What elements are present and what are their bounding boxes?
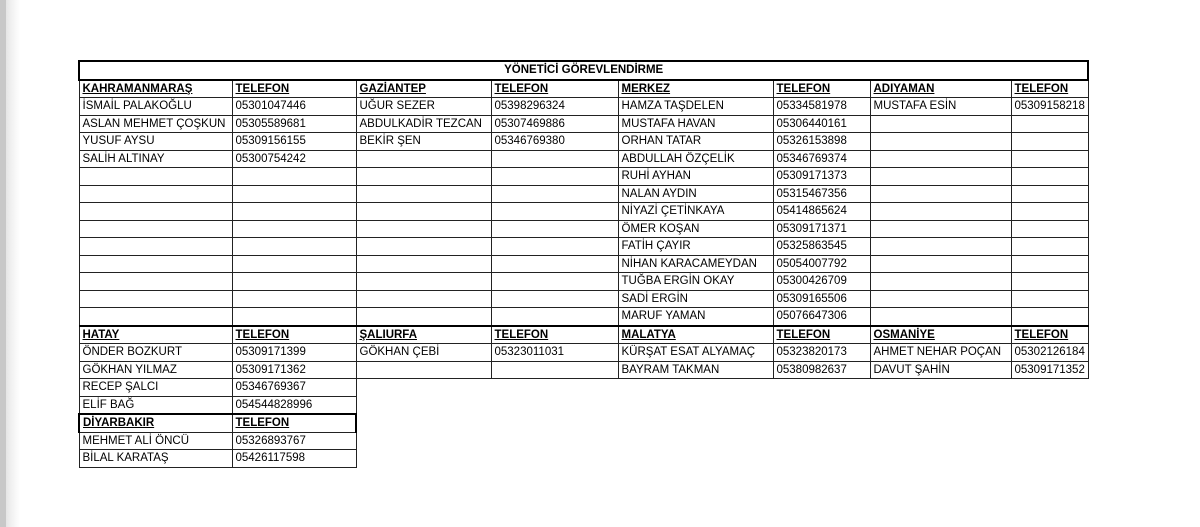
empty-cell	[356, 150, 491, 168]
phone-number: 054544828996	[232, 396, 356, 414]
empty-cell	[618, 396, 773, 414]
person-name: ÖNDER BOZKURT	[79, 344, 232, 362]
empty-cell	[1011, 432, 1088, 450]
region-header: OSMANİYE	[870, 326, 1011, 344]
region-header: KAHRAMANMARAŞ	[79, 80, 232, 98]
table-row	[79, 432, 1088, 450]
person-name: UĞUR SEZER	[356, 98, 491, 116]
person-name: İSMAİL PALAKOĞLU	[79, 98, 232, 116]
empty-cell	[618, 414, 773, 432]
phone-number: 05346769374	[773, 150, 870, 168]
person-name: HAMZA TAŞDELEN	[618, 98, 773, 116]
person-name: GÖKHAN YILMAZ	[79, 361, 232, 379]
empty-cell	[870, 238, 1011, 256]
empty-cell	[870, 432, 1011, 450]
person-name: NİHAN KARACAMEYDAN	[618, 255, 773, 273]
person-name: MEHMET ALİ ÖNCÜ	[79, 432, 232, 450]
empty-cell	[870, 220, 1011, 238]
person-name: BAYRAM TAKMAN	[618, 361, 773, 379]
empty-cell	[491, 450, 618, 468]
empty-cell	[79, 185, 232, 203]
empty-cell	[356, 308, 491, 326]
person-name: YUSUF AYSU	[79, 133, 232, 151]
person-name: SADİ ERGİN	[618, 290, 773, 308]
empty-cell	[356, 361, 491, 379]
table-row	[79, 203, 1088, 221]
empty-cell	[1011, 414, 1088, 432]
phone-header: TELEFON	[491, 326, 618, 344]
empty-cell	[232, 203, 356, 221]
region-header: ADIYAMAN	[870, 80, 1011, 98]
empty-cell	[618, 432, 773, 450]
phone-number: 05309165506	[773, 290, 870, 308]
empty-cell	[491, 238, 618, 256]
empty-cell	[1011, 396, 1088, 414]
phone-number: 05426117598	[232, 450, 356, 468]
empty-cell	[1011, 308, 1088, 326]
empty-cell	[356, 238, 491, 256]
empty-cell	[1011, 150, 1088, 168]
table-row	[79, 450, 1088, 468]
empty-cell	[232, 185, 356, 203]
phone-number: 05326153898	[773, 133, 870, 151]
person-name: ABDULLAH ÖZÇELİK	[618, 150, 773, 168]
empty-cell	[870, 379, 1011, 397]
document-title: YÖNETİCİ GÖREVLENDİRME	[79, 61, 1088, 80]
empty-cell	[870, 450, 1011, 468]
empty-cell	[870, 414, 1011, 432]
phone-number: 05309171371	[773, 220, 870, 238]
empty-cell	[1011, 273, 1088, 291]
empty-cell	[491, 396, 618, 414]
person-name: KÜRŞAT ESAT ALYAMAÇ	[618, 344, 773, 362]
phone-number: 05076647306	[773, 308, 870, 326]
person-name: RUHİ AYHAN	[618, 168, 773, 186]
phone-number: 05325863545	[773, 238, 870, 256]
empty-cell	[870, 133, 1011, 151]
empty-cell	[1011, 255, 1088, 273]
person-name: NALAN AYDIN	[618, 185, 773, 203]
empty-cell	[356, 450, 491, 468]
person-name: RECEP ŞALCI	[79, 379, 232, 397]
phone-header: TELEFON	[232, 326, 356, 344]
empty-cell	[79, 238, 232, 256]
empty-cell	[491, 361, 618, 379]
assignment-table	[78, 60, 1089, 468]
person-name: ELİF BAĞ	[79, 396, 232, 414]
phone-number: 05398296324	[491, 98, 618, 116]
empty-cell	[1011, 220, 1088, 238]
phone-number: 05302126184	[1011, 344, 1088, 362]
region-header-row	[79, 414, 1088, 432]
table-row	[79, 379, 1088, 397]
phone-header: TELEFON	[1011, 80, 1088, 98]
empty-cell	[491, 255, 618, 273]
phone-number: 05309171362	[232, 361, 356, 379]
empty-cell	[356, 379, 491, 397]
empty-cell	[232, 290, 356, 308]
region-header: HATAY	[79, 326, 232, 344]
empty-cell	[356, 185, 491, 203]
phone-number: 05305589681	[232, 115, 356, 133]
person-name: MUSTAFA HAVAN	[618, 115, 773, 133]
empty-cell	[356, 290, 491, 308]
empty-cell	[232, 273, 356, 291]
phone-number: 05323820173	[773, 344, 870, 362]
phone-number: 05300426709	[773, 273, 870, 291]
phone-number: 05315467356	[773, 185, 870, 203]
empty-cell	[356, 168, 491, 186]
empty-cell	[356, 396, 491, 414]
phone-number: 05300754242	[232, 150, 356, 168]
phone-number: 05309171399	[232, 344, 356, 362]
person-name: TUĞBA ERGİN OKAY	[618, 273, 773, 291]
table-row	[79, 220, 1088, 238]
empty-cell	[79, 290, 232, 308]
phone-header: TELEFON	[491, 80, 618, 98]
empty-cell	[1011, 290, 1088, 308]
empty-cell	[491, 203, 618, 221]
person-name: AHMET NEHAR POÇAN	[870, 344, 1011, 362]
empty-cell	[356, 432, 491, 450]
empty-cell	[232, 168, 356, 186]
empty-cell	[870, 273, 1011, 291]
empty-cell	[1011, 185, 1088, 203]
empty-cell	[870, 115, 1011, 133]
title-row	[79, 61, 1088, 80]
empty-cell	[870, 255, 1011, 273]
table-body	[79, 61, 1088, 467]
phone-number: 05326893767	[232, 432, 356, 450]
phone-number: 05309156155	[232, 133, 356, 151]
phone-header: TELEFON	[773, 326, 870, 344]
person-name: NİYAZİ ÇETİNKAYA	[618, 203, 773, 221]
empty-cell	[491, 290, 618, 308]
empty-cell	[773, 450, 870, 468]
empty-cell	[491, 185, 618, 203]
empty-cell	[79, 168, 232, 186]
empty-cell	[232, 255, 356, 273]
empty-cell	[79, 308, 232, 326]
empty-cell	[356, 273, 491, 291]
empty-cell	[356, 255, 491, 273]
phone-number: 05346769380	[491, 133, 618, 151]
phone-number: 05334581978	[773, 98, 870, 116]
empty-cell	[491, 273, 618, 291]
empty-cell	[491, 379, 618, 397]
person-name: DAVUT ŞAHİN	[870, 361, 1011, 379]
empty-cell	[870, 396, 1011, 414]
empty-cell	[1011, 115, 1088, 133]
table-row	[79, 361, 1088, 379]
person-name: ASLAN MEHMET ÇOŞKUN	[79, 115, 232, 133]
phone-number: 05301047446	[232, 98, 356, 116]
empty-cell	[618, 379, 773, 397]
table-row	[79, 150, 1088, 168]
empty-cell	[356, 203, 491, 221]
table-row	[79, 133, 1088, 151]
person-name: ÖMER KOŞAN	[618, 220, 773, 238]
empty-cell	[491, 220, 618, 238]
empty-cell	[491, 308, 618, 326]
person-name: SALİH ALTINAY	[79, 150, 232, 168]
empty-cell	[773, 379, 870, 397]
empty-cell	[232, 308, 356, 326]
empty-cell	[870, 185, 1011, 203]
table-row	[79, 115, 1088, 133]
empty-cell	[1011, 450, 1088, 468]
phone-number: 05307469886	[491, 115, 618, 133]
table-row	[79, 168, 1088, 186]
table-row	[79, 238, 1088, 256]
empty-cell	[1011, 238, 1088, 256]
table-row	[79, 308, 1088, 326]
empty-cell	[356, 414, 491, 432]
phone-header: TELEFON	[232, 414, 356, 432]
table-row	[79, 290, 1088, 308]
person-name: ORHAN TATAR	[618, 133, 773, 151]
person-name: FATİH ÇAYIR	[618, 238, 773, 256]
person-name: ABDULKADİR TEZCAN	[356, 115, 491, 133]
empty-cell	[232, 238, 356, 256]
phone-header: TELEFON	[232, 80, 356, 98]
phone-number: 05309171373	[773, 168, 870, 186]
empty-cell	[773, 396, 870, 414]
region-header: MERKEZ	[618, 80, 773, 98]
person-name: MARUF YAMAN	[618, 308, 773, 326]
empty-cell	[491, 168, 618, 186]
region-header-row	[79, 80, 1088, 98]
empty-cell	[1011, 168, 1088, 186]
page-edge	[0, 0, 6, 527]
empty-cell	[870, 290, 1011, 308]
table-row	[79, 273, 1088, 291]
region-header: GAZİANTEP	[356, 80, 491, 98]
empty-cell	[773, 414, 870, 432]
region-header: DİYARBAKIR	[79, 414, 232, 432]
empty-cell	[1011, 379, 1088, 397]
empty-cell	[79, 255, 232, 273]
empty-cell	[491, 432, 618, 450]
empty-cell	[1011, 133, 1088, 151]
empty-cell	[773, 432, 870, 450]
empty-cell	[79, 273, 232, 291]
phone-number: 05306440161	[773, 115, 870, 133]
empty-cell	[870, 168, 1011, 186]
table-row	[79, 185, 1088, 203]
phone-number: 05309158218	[1011, 98, 1088, 116]
table-row	[79, 255, 1088, 273]
phone-number: 05346769367	[232, 379, 356, 397]
empty-cell	[618, 450, 773, 468]
table-row	[79, 396, 1088, 414]
empty-cell	[1011, 203, 1088, 221]
region-header: MALATYA	[618, 326, 773, 344]
phone-number: 05054007792	[773, 255, 870, 273]
region-header: ŞALIURFA	[356, 326, 491, 344]
person-name: BEKİR ŞEN	[356, 133, 491, 151]
table-row	[79, 344, 1088, 362]
phone-number: 05323011031	[491, 344, 618, 362]
phone-number: 05309171352	[1011, 361, 1088, 379]
person-name: MUSTAFA ESİN	[870, 98, 1011, 116]
empty-cell	[870, 203, 1011, 221]
empty-cell	[491, 414, 618, 432]
empty-cell	[232, 220, 356, 238]
empty-cell	[79, 220, 232, 238]
phone-header: TELEFON	[1011, 326, 1088, 344]
empty-cell	[870, 308, 1011, 326]
phone-header: TELEFON	[773, 80, 870, 98]
person-name: GÖKHAN ÇEBİ	[356, 344, 491, 362]
table-row	[79, 98, 1088, 116]
empty-cell	[491, 150, 618, 168]
region-header-row	[79, 326, 1088, 344]
empty-cell	[870, 150, 1011, 168]
phone-number: 05414865624	[773, 203, 870, 221]
phone-number: 05380982637	[773, 361, 870, 379]
person-name: BİLAL KARATAŞ	[79, 450, 232, 468]
empty-cell	[356, 220, 491, 238]
empty-cell	[79, 203, 232, 221]
